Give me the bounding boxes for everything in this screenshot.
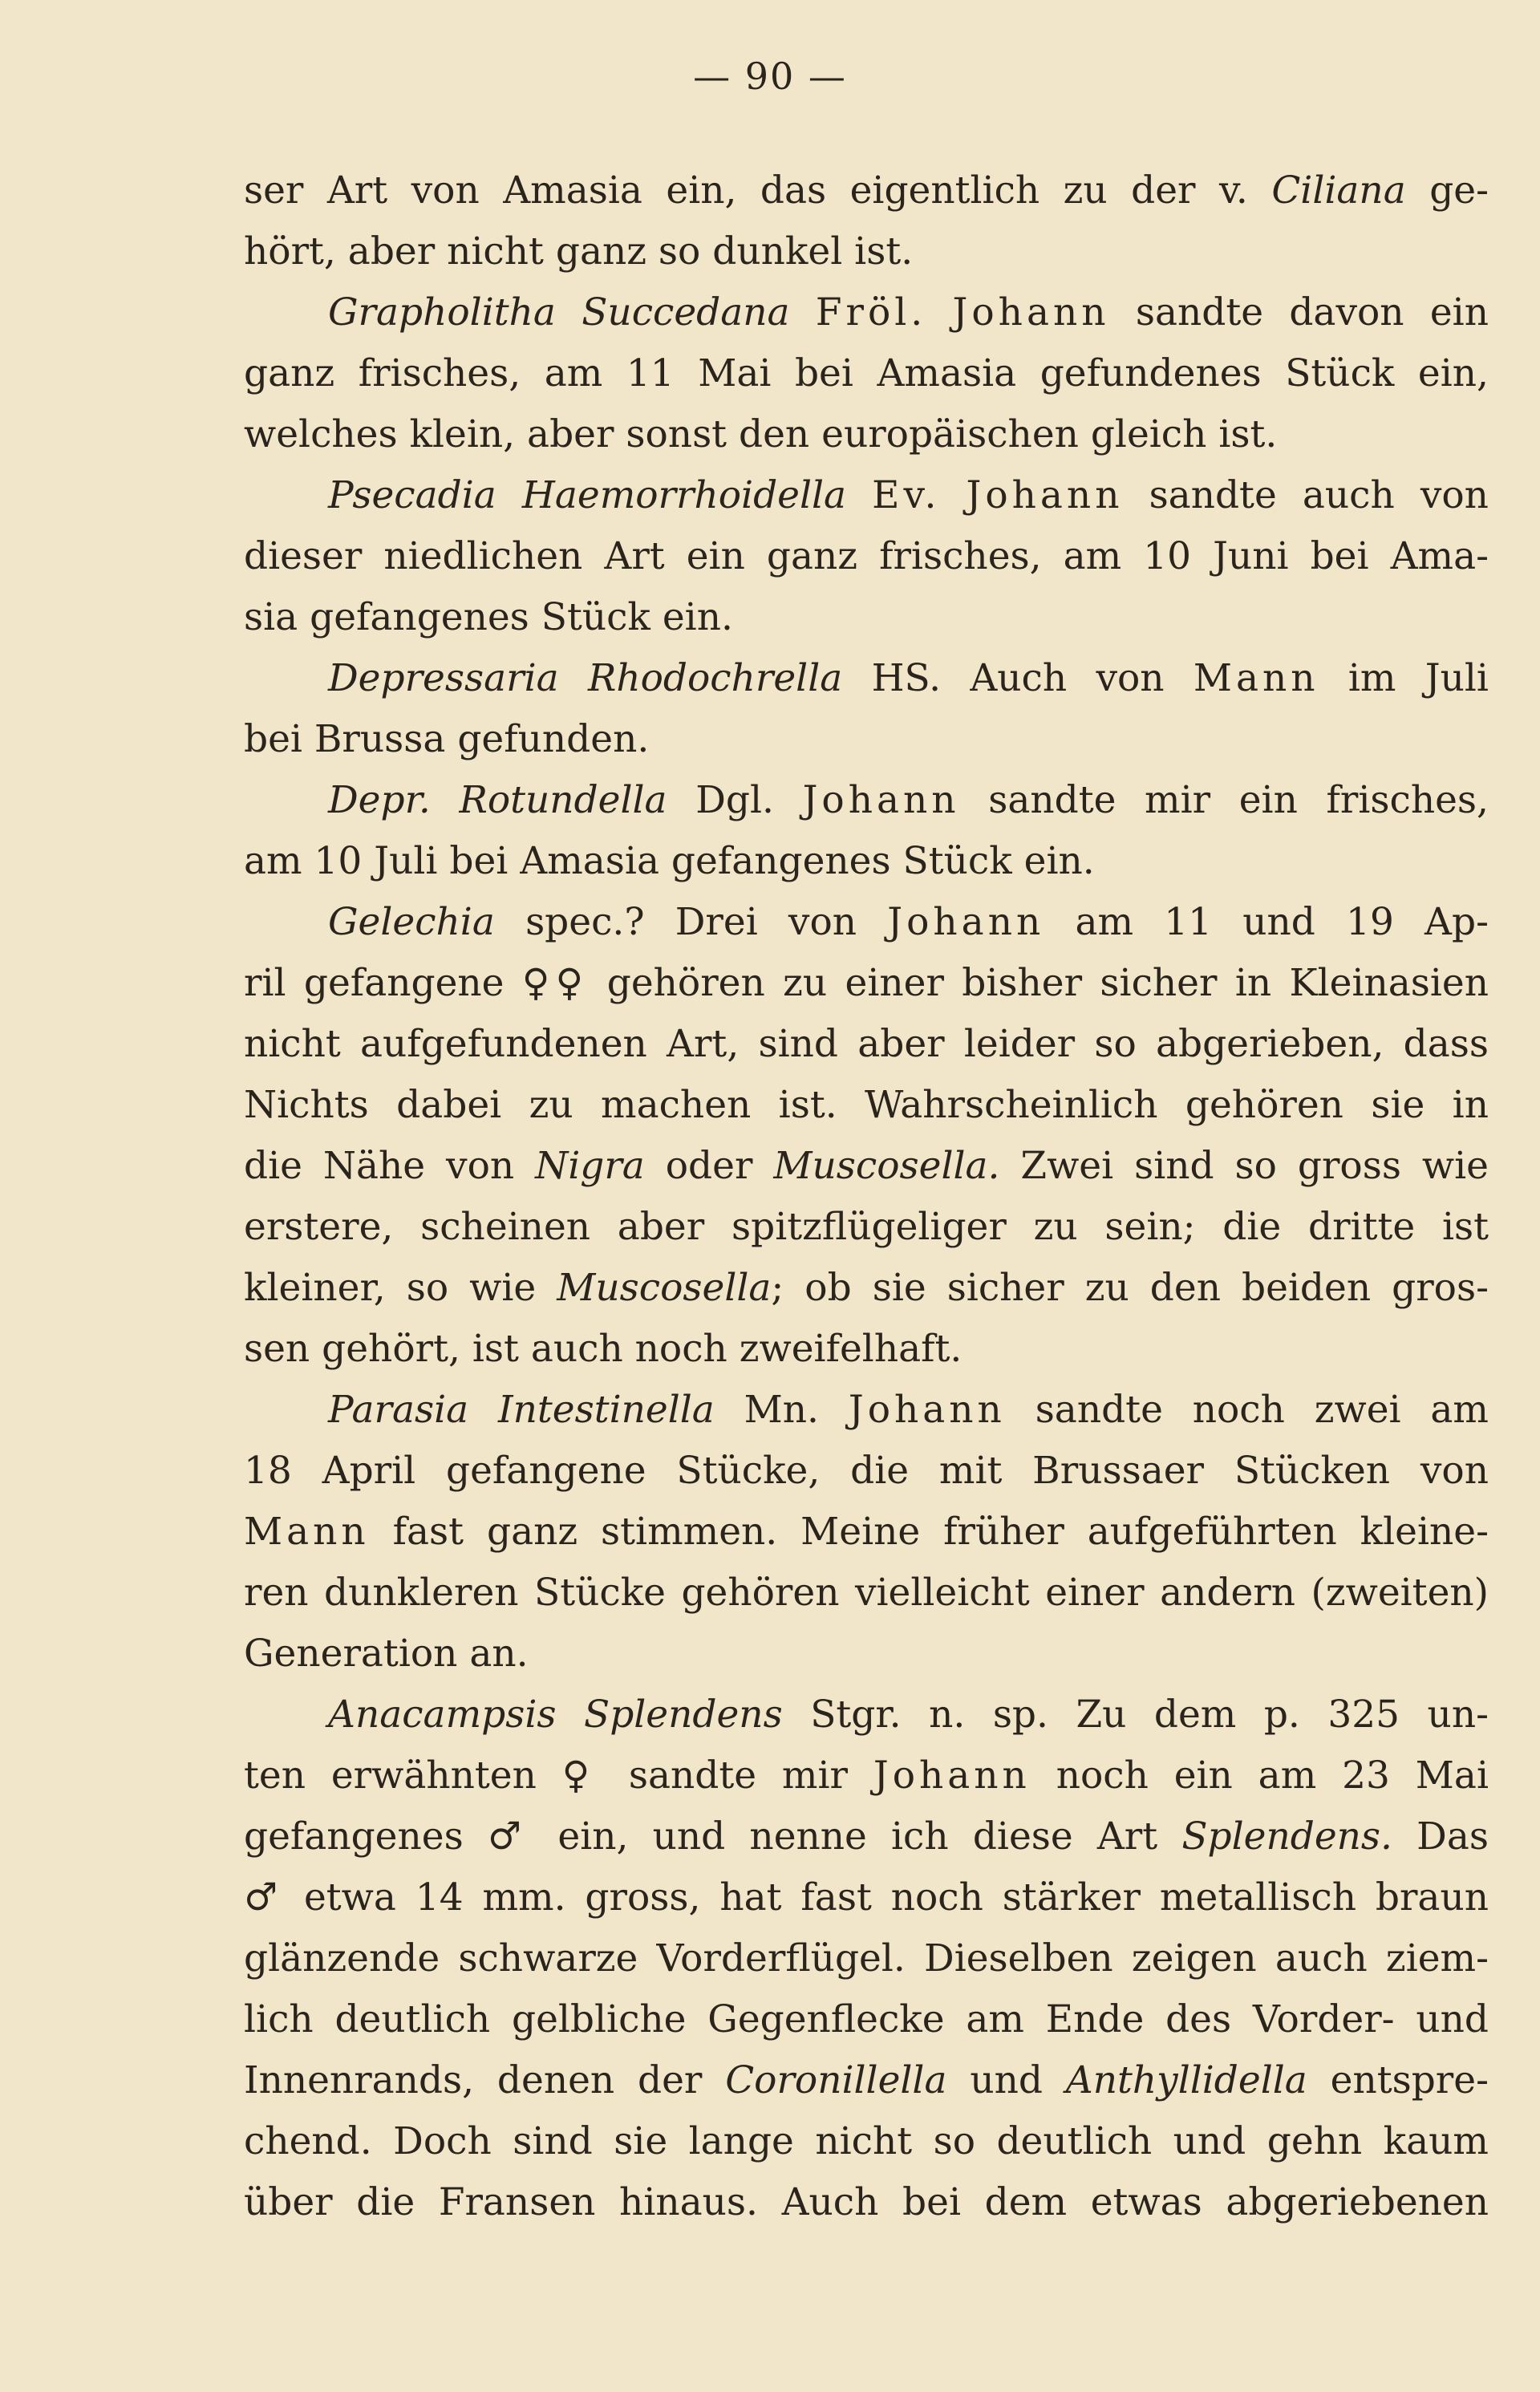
species-name: Anacampsis Splendens — [328, 1693, 783, 1737]
text-span: ganz frisches, am 11 Mai bei Amasia gefundenes Stück ein, — [244, 351, 1489, 395]
species-name: Anthyllidella — [1065, 2058, 1307, 2102]
text-span: ; ob sie sicher zu den beiden gros- — [771, 1266, 1489, 1310]
text-span: noch ein am 23 Mai — [1056, 1753, 1489, 1798]
species-name: Splendens. — [1181, 1814, 1392, 1859]
species-name: Grapholitha Succedana — [328, 290, 790, 334]
text-line — [244, 1441, 1489, 1502]
text-line — [244, 1624, 1489, 1685]
page-number: — 90 — — [693, 55, 847, 98]
species-name: Depressaria Rhodochrella — [328, 656, 843, 700]
collector-name: Johann — [966, 473, 1124, 517]
text-span: kleiner, so wie — [244, 1266, 537, 1310]
text-line — [244, 1197, 1489, 1258]
text-span: Innenrands, denen der — [244, 2058, 703, 2102]
author-abbrev: Fröl. — [815, 290, 927, 334]
collector-name: Johann — [952, 290, 1110, 334]
collector-name: Johann — [873, 1753, 1031, 1798]
text-span: welches klein, aber sonst den europäischen gleich ist. — [244, 412, 1278, 456]
text-span: glänzende schwarze Vorderflügel. Dieselben zeigen auch ziem- — [244, 1936, 1489, 1980]
text-span: ser Art von Amasia ein, das eigentlich zu der v. — [244, 168, 1248, 213]
species-name: Muscosella. — [773, 1144, 1000, 1188]
species-name: Nigra — [535, 1144, 645, 1188]
text-span: gefangenes ♂ ein, und nenne ich diese Art — [244, 1814, 1158, 1859]
species-name: Ciliana — [1271, 168, 1406, 213]
collector-name: Mann — [244, 1510, 370, 1554]
text-span: lich deutlich gelbliche Gegenflecke am Ende des Vorder- und — [244, 1997, 1489, 2041]
text-span: am 11 und 19 Ap- — [1075, 900, 1489, 944]
text-span: n. sp. Zu dem p. 325 un- — [929, 1693, 1489, 1737]
text-span: hört, aber nicht ganz so dunkel ist. — [244, 229, 914, 274]
author-abbrev: Dgl. — [695, 778, 774, 822]
text-span: 18 April gefangene Stücke, die mit Brussaer Stücken von — [244, 1449, 1489, 1493]
text-span: ten erwähnten ♀ sandte mir — [244, 1753, 848, 1798]
text-line — [244, 1075, 1489, 1136]
text-span: Nichts dabei zu machen ist. Wahrscheinlich gehören sie in — [244, 1083, 1489, 1127]
text-span: über die Fransen hinaus. Auch bei dem etwas abgeriebenen — [244, 2180, 1489, 2224]
species-name: Parasia Intestinella — [328, 1388, 715, 1432]
collector-name: Johann — [802, 778, 960, 822]
text-span: sen gehört, ist auch noch zweifelhaft. — [244, 1327, 962, 1371]
text-line — [244, 2050, 1489, 2111]
text-line — [244, 526, 1489, 587]
text-span: sandte davon ein — [1135, 290, 1489, 334]
text-span: und — [970, 2058, 1043, 2102]
text-line — [244, 465, 1489, 526]
text-span: Das — [1416, 1814, 1489, 1859]
text-span: entspre- — [1330, 2058, 1489, 2102]
species-name: Muscosella — [557, 1266, 772, 1310]
text-span: sandte auch von — [1149, 473, 1489, 517]
text-span: ♂ etwa 14 mm. gross, hat fast noch stärker metallisch braun — [244, 1875, 1489, 1920]
text-span: im Juli — [1348, 656, 1489, 700]
text-span: sandte noch zwei am — [1035, 1388, 1489, 1432]
text-span: spec.? Drei von — [525, 900, 857, 944]
text-line — [244, 892, 1489, 953]
author-abbrev: HS. — [871, 656, 942, 700]
text-span: am 10 Juli bei Amasia gefangenes Stück ein. — [244, 839, 1095, 883]
text-span: bei Brussa gefunden. — [244, 717, 650, 761]
text-line — [244, 1136, 1489, 1197]
species-name: Gelechia — [328, 900, 495, 944]
text-span: sia gefangenes Stück ein. — [244, 595, 733, 639]
text-span: chend. Doch sind sie lange nicht so deutlich und gehn kaum — [244, 2119, 1489, 2163]
text-line — [244, 1380, 1489, 1441]
text-line — [244, 587, 1489, 648]
text-line — [244, 1989, 1489, 2050]
text-span: die Nähe von — [244, 1144, 515, 1188]
text-line — [244, 1867, 1489, 1928]
body-text — [244, 160, 1489, 2233]
text-line — [244, 343, 1489, 404]
text-span: Zwei sind so gross wie — [1020, 1144, 1489, 1188]
collector-name: Johann — [887, 900, 1045, 944]
text-line — [244, 953, 1489, 1014]
text-line — [244, 831, 1489, 892]
text-line — [244, 404, 1489, 465]
text-line — [244, 1928, 1489, 1989]
text-span: Generation an. — [244, 1632, 529, 1676]
text-span: erstere, scheinen aber spitzflügeliger zu sein; die dritte ist — [244, 1205, 1489, 1249]
text-span: nicht aufgefundenen Art, sind aber leider so abgerieben, dass — [244, 1022, 1489, 1066]
author-abbrev: Mn. — [744, 1388, 819, 1432]
text-line — [244, 1258, 1489, 1319]
author-abbrev: Ev. — [872, 473, 941, 517]
text-span: sandte mir ein frisches, — [988, 778, 1489, 822]
species-name: Depr. Rotundella — [328, 778, 667, 822]
text-line — [244, 1806, 1489, 1867]
text-line — [244, 1014, 1489, 1075]
text-line — [244, 648, 1489, 709]
text-span: dieser niedlichen Art ein ganz frisches, am 10 Juni bei Ama- — [244, 534, 1489, 578]
text-span: oder — [665, 1144, 753, 1188]
text-line — [244, 282, 1489, 343]
text-line — [244, 1563, 1489, 1624]
text-line — [244, 2172, 1489, 2233]
text-line — [244, 1685, 1489, 1745]
collector-name: Johann — [848, 1388, 1006, 1432]
species-name: Coronillella — [725, 2058, 947, 2102]
species-name: Psecadia Haemorrhoidella — [328, 473, 847, 517]
author-abbrev: Stgr. — [810, 1693, 902, 1737]
text-line — [244, 1319, 1489, 1380]
text-line — [244, 709, 1489, 770]
text-line — [244, 221, 1489, 282]
text-span: ril gefangene ♀♀ gehören zu einer bisher sicher in Kleinasien — [244, 961, 1489, 1005]
collector-name: Mann — [1193, 656, 1319, 700]
text-span: ren dunkleren Stücke gehören vielleicht einer andern (zweiten) — [244, 1571, 1489, 1615]
text-span: fast ganz stimmen. Meine früher aufgeführten kleine- — [392, 1510, 1489, 1554]
text-span: Auch von — [970, 656, 1165, 700]
text-line — [244, 1745, 1489, 1806]
text-line — [244, 770, 1489, 831]
text-line — [244, 160, 1489, 221]
text-span: ge- — [1429, 168, 1489, 213]
text-line — [244, 1502, 1489, 1563]
text-line — [244, 2111, 1489, 2172]
